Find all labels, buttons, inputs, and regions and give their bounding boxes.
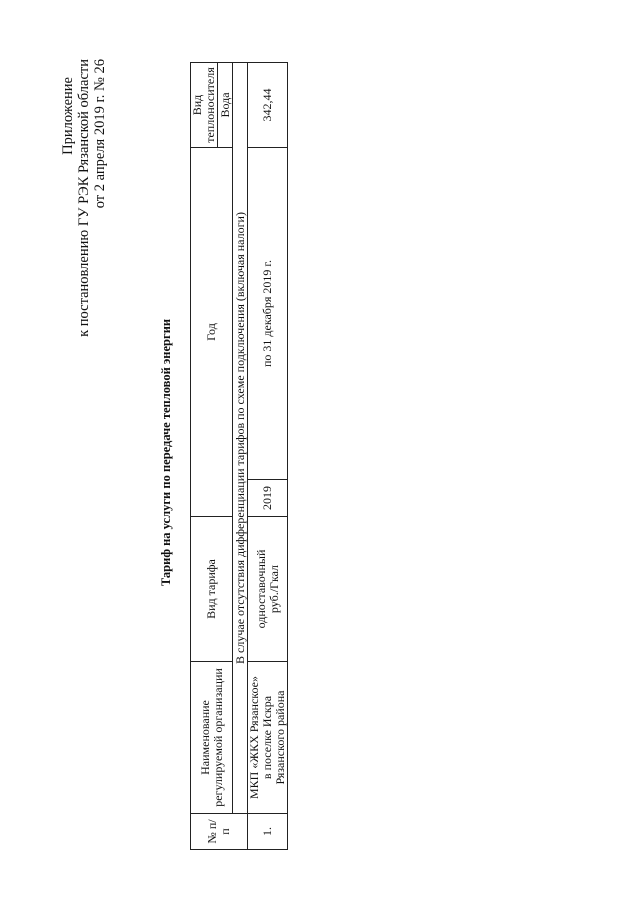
table-row	[248, 63, 288, 850]
row-period: по 31 декабря 2019 г.	[248, 148, 288, 480]
span-note: В случае отсутствия дифференциации тарифов по схеме подключения (включая налоги)	[233, 63, 248, 814]
row-num: 1.	[248, 814, 288, 850]
tariff-unit: руб./Гкал	[266, 564, 281, 614]
tariff-table	[190, 62, 288, 850]
header-carrier-water: Вода	[218, 63, 233, 148]
tariff-kind: одноставочный	[253, 549, 268, 629]
header-organization: Наименование регулируемой организации	[191, 662, 233, 814]
org-location: в поселке Искра	[260, 695, 274, 780]
row-value: 342,44	[248, 63, 288, 148]
appendix-date: от 2 апреля 2019 г. № 26	[92, 59, 108, 209]
header-tariff-type: Вид тарифа	[191, 517, 233, 662]
org-name: МКП «ЖКХ Рязанское»	[247, 676, 261, 800]
header-year: Год	[191, 148, 233, 517]
org-district: Рязанского района	[273, 690, 287, 785]
row-year: 2019	[248, 480, 288, 517]
row-organization	[248, 662, 288, 814]
header-num: № п/п	[191, 814, 248, 850]
header-row	[191, 63, 218, 850]
header-carrier: Вид теплоносителя	[191, 63, 218, 148]
appendix-title: Приложение	[60, 77, 76, 155]
row-tariff-type	[248, 517, 288, 662]
span-row	[233, 63, 248, 850]
document-title: Тариф на услуги по передаче тепловой энергии	[159, 318, 173, 587]
appendix-resolution: к постановлению ГУ РЭК Рязанской области	[76, 59, 92, 337]
appendix-header	[60, 59, 108, 337]
